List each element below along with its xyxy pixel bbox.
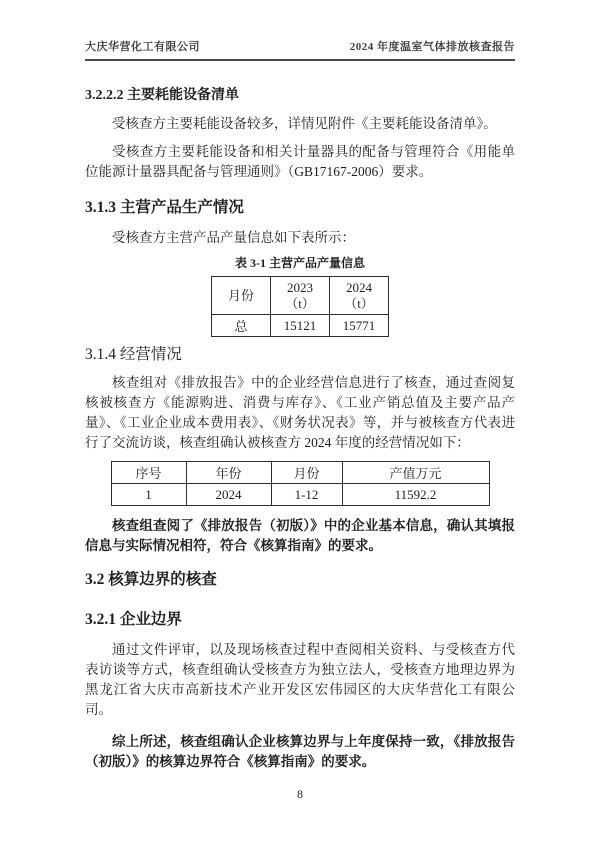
heading-3-2: 3.2 核算边界的核查: [85, 571, 217, 588]
table-3-1-caption: 表 3-1 主营产品产量信息: [235, 256, 365, 270]
table-header-2023: [271, 277, 330, 315]
paragraph-conclusion-basic-info: 核查组查阅了《排放报告（初版）》中的企业基本信息，确认其填报信息与实际情况相符，符合《核算指南》的要求。: [85, 518, 515, 553]
heading-3-2-1: 3.2.1 企业边界: [85, 611, 182, 628]
table-row: [212, 277, 389, 315]
header-report-title: 2024 年度温室气体排放核查报告: [349, 41, 515, 53]
table-product-output: [211, 276, 389, 337]
heading-3-1-4: 3.1.4 经营情况: [85, 346, 182, 363]
cell-total-2023: 15121: [271, 315, 330, 337]
paragraph-metering-compliance: 受核查方主要耗能设备和相关计量器具的配备与管理符合《用能单位能源计量器具配备与管理通则》（GB17167-2006）要求。: [85, 144, 515, 179]
unit-label: （t）: [344, 295, 374, 311]
table-header-month: 月份: [212, 277, 271, 315]
page-number: 8: [297, 787, 303, 801]
table-row: [111, 484, 489, 506]
page-content: [0, 87, 600, 772]
cell-total-2024: 15771: [330, 315, 389, 337]
paragraph-equipment-list: 受核查方主要耗能设备较多，详情见附件《主要耗能设备清单》。: [112, 116, 497, 131]
heading-3-2-2-2: 3.2.2.2 主要耗能设备清单: [85, 88, 239, 103]
table-header-index: 序号: [111, 462, 186, 484]
paragraph-product-output-intro: 受核查方主营产品产量信息如下表所示：: [112, 230, 355, 245]
table-header-2024: [330, 277, 389, 315]
page-header: [85, 38, 515, 61]
cell-year: 2024: [186, 484, 271, 506]
heading-3-1-3: 3.1.3 主营产品生产情况: [85, 199, 244, 216]
table-header-month: 月份: [271, 462, 342, 484]
unit-label: （t）: [285, 295, 315, 311]
header-company-name: 大庆华营化工有限公司: [85, 41, 200, 53]
paragraph-enterprise-boundary: 通过文件评审，以及现场核查过程中查阅相关资料、与受核查方代表访谈等方式，核查组确认受核查方为独立法人，受核查方地理边界为黑龙江省大庆市高新技术产业开发区宏伟园区的大庆华营化工有限公司。: [85, 642, 515, 717]
table-row: [111, 462, 489, 484]
table-header-year: 年份: [186, 462, 271, 484]
cell-output-value: 11592.2: [342, 484, 489, 506]
paragraph-operating-review: 核查组对《排放报告》中的企业经营信息进行了核查，通过查阅复核被核查方《能源购进、消费与库存》、《工业产销总值及主要产品产量》、《工业企业成本费用表》、《财务状况表》等，并与被核查方代表进行了交流访谈，核查组确认被核查方 2024 年度的经营情况如下：: [85, 375, 515, 450]
table-row: [212, 315, 389, 337]
cell-total-label: 总: [212, 315, 271, 337]
table-operating-value: [111, 461, 490, 506]
cell-index: 1: [111, 484, 186, 506]
cell-month: 1-12: [271, 484, 342, 506]
year-label: 2023: [287, 279, 313, 295]
paragraph-conclusion-boundary: 综上所述，核查组确认企业核算边界与上年度保持一致，《排放报告（初版）》的核算边界符合《核算指南》的要求。: [85, 734, 515, 769]
table-header-output-value: 产值万元: [342, 462, 489, 484]
year-label: 2024: [346, 279, 372, 295]
